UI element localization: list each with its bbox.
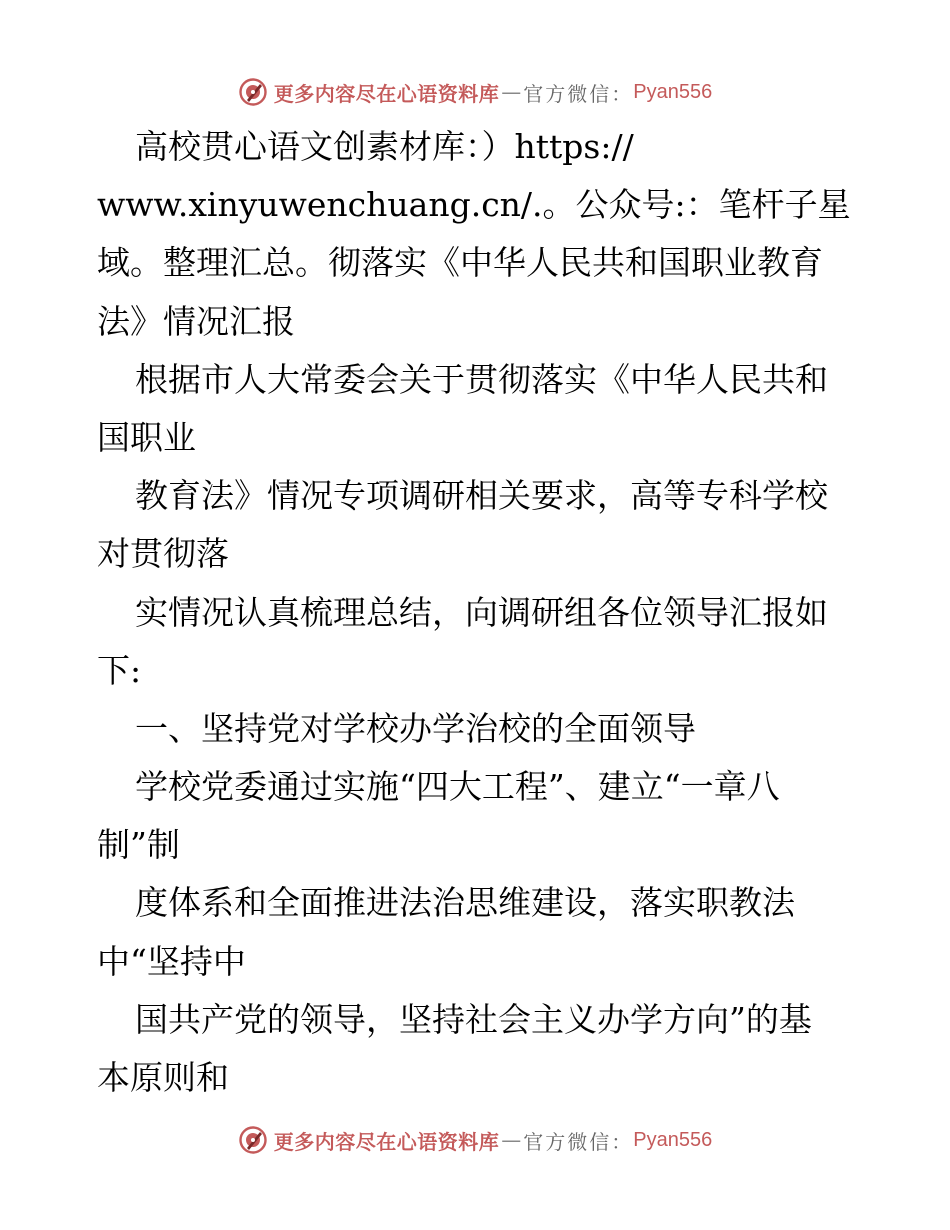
text-line: 一、坚持党对学校办学治校的全面领导 bbox=[135, 708, 696, 748]
text-line: 教育法》情况专项调研相关要求，高等专科学校 bbox=[135, 476, 828, 516]
seal-pen-logo-icon bbox=[238, 1125, 268, 1155]
banner-wechat-id: Pyan556 bbox=[633, 1128, 713, 1151]
text-line: www.xinyuwenchuang.cn/.。公众号:：笔杆子星 bbox=[97, 185, 851, 225]
banner-title: 更多内容尽在心语资料库 bbox=[273, 1129, 500, 1154]
text-line: 制”制 bbox=[97, 825, 180, 865]
text-line: 下: bbox=[97, 650, 142, 690]
seal-pen-logo-icon bbox=[238, 77, 268, 107]
text-line: 国共产党的领导，坚持社会主义办学方向”的基 bbox=[135, 999, 812, 1039]
banner-official-label: 官方微信： bbox=[523, 81, 634, 106]
text-line: 法》情况汇报 bbox=[97, 301, 295, 341]
text-line: 根据市人大常委会关于贯彻落实《中华人民共和 bbox=[135, 359, 828, 399]
banner-title: 更多内容尽在心语资料库 bbox=[273, 81, 500, 106]
banner-wechat-id: Pyan556 bbox=[633, 80, 713, 103]
text-line: 对贯彻落 bbox=[97, 534, 229, 574]
text-line: 本原则和 bbox=[97, 1058, 229, 1097]
text-line: 度体系和全面推进法治思维建设，落实职教法 bbox=[135, 883, 795, 923]
banner-dash: — bbox=[501, 1128, 522, 1152]
document-body bbox=[97, 118, 857, 1107]
text-line: 国职业 bbox=[97, 417, 196, 457]
text-line: 中“坚持中 bbox=[97, 941, 246, 981]
text-line: 高校贯心语文创素材库：）https:// bbox=[135, 127, 634, 166]
text-line: 域。整理汇总。彻落实《中华人民共和国职业教育 bbox=[97, 243, 823, 283]
banner-official-label: 官方微信： bbox=[523, 1129, 634, 1154]
header-banner bbox=[0, 72, 950, 112]
footer-banner bbox=[0, 1120, 950, 1160]
banner-dash: — bbox=[501, 80, 522, 104]
text-line: 实情况认真梳理总结，向调研组各位领导汇报如 bbox=[135, 592, 828, 632]
text-line: 学校党委通过实施“四大工程”、建立“一章八 bbox=[135, 767, 780, 807]
